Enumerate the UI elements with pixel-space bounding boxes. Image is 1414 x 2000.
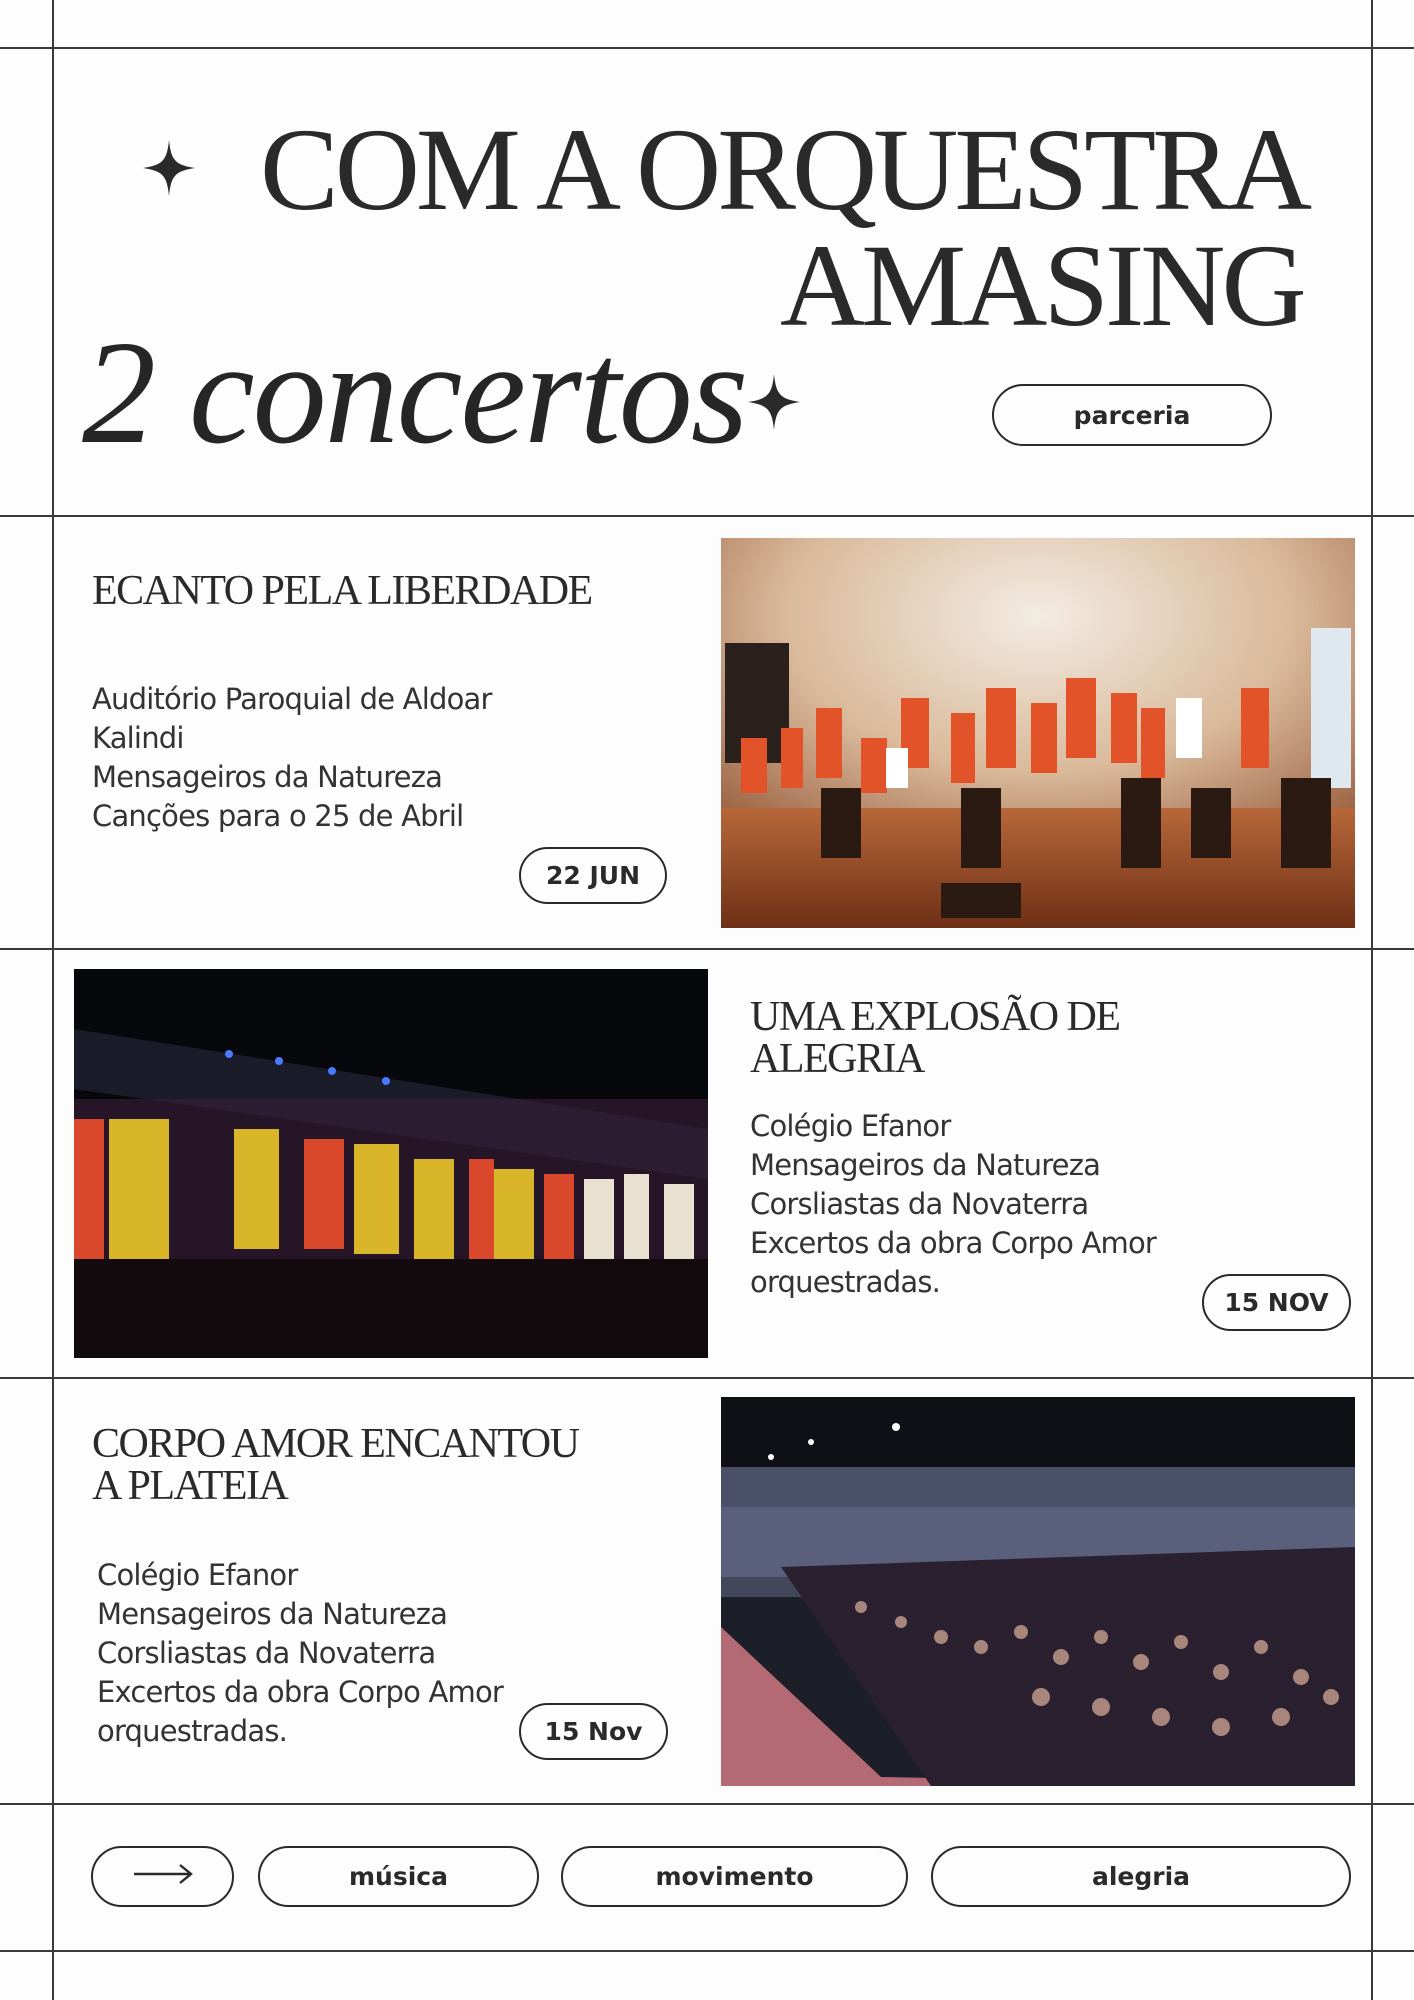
grid-line (0, 1950, 1414, 1952)
next-button[interactable] (91, 1846, 234, 1907)
detail-line: Canções para o 25 de Abril (92, 799, 464, 833)
sparkle-icon (143, 140, 195, 196)
detail-line: Mensageiros da Natureza (97, 1597, 448, 1631)
section-details (97, 1556, 503, 1751)
page-title-line2: AMASING (780, 220, 1303, 351)
date-badge[interactable]: 15 NOV (1202, 1274, 1351, 1331)
detail-line: orquestradas. (97, 1714, 288, 1748)
detail-line: Mensageiros da Natureza (750, 1148, 1101, 1182)
detail-line: Colégio Efanor (97, 1558, 298, 1592)
grid-line (0, 515, 1414, 517)
detail-line: Mensageiros da Natureza (92, 760, 443, 794)
grid-line (0, 948, 1414, 950)
section-details (750, 1107, 1156, 1302)
detail-line: Corsliastas da Novaterra (750, 1187, 1089, 1221)
section-details (92, 680, 492, 836)
concert-photo (721, 538, 1355, 928)
section-title: ECANTO PELA LIBERDADE (92, 568, 592, 614)
grid-line (0, 1803, 1414, 1805)
grid-line (52, 0, 54, 2000)
detail-line: Corsliastas da Novaterra (97, 1636, 436, 1670)
page-title-line1: COM A ORQUESTRA (260, 104, 1309, 235)
audience-photo (721, 1397, 1355, 1786)
stage-photo (74, 969, 708, 1358)
tag-movimento[interactable]: movimento (561, 1846, 908, 1907)
sparkle-icon (748, 374, 800, 430)
tag-musica[interactable]: música (258, 1846, 539, 1907)
detail-line: Kalindi (92, 721, 184, 755)
section-title: UMA EXPLOSÃO DE ALEGRIA (750, 994, 1120, 1082)
tag-alegria[interactable]: alegria (931, 1846, 1351, 1907)
arrow-right-icon (132, 1862, 194, 1891)
page-subtitle: 2 concertos (82, 311, 747, 475)
parceria-badge[interactable]: parceria (992, 384, 1272, 446)
detail-line: orquestradas. (750, 1265, 941, 1299)
date-badge[interactable]: 15 Nov (519, 1703, 668, 1760)
date-badge[interactable]: 22 JUN (519, 847, 667, 904)
detail-line: Auditório Paroquial de Aldoar (92, 682, 492, 716)
detail-line: Excertos da obra Corpo Amor (750, 1226, 1157, 1260)
grid-line (0, 47, 1414, 49)
section-title: CORPO AMOR ENCANTOU A PLATEIA (92, 1421, 579, 1509)
grid-line (1371, 0, 1373, 2000)
grid-line (0, 1377, 1414, 1379)
detail-line: Colégio Efanor (750, 1109, 951, 1143)
detail-line: Excertos da obra Corpo Amor (97, 1675, 504, 1709)
